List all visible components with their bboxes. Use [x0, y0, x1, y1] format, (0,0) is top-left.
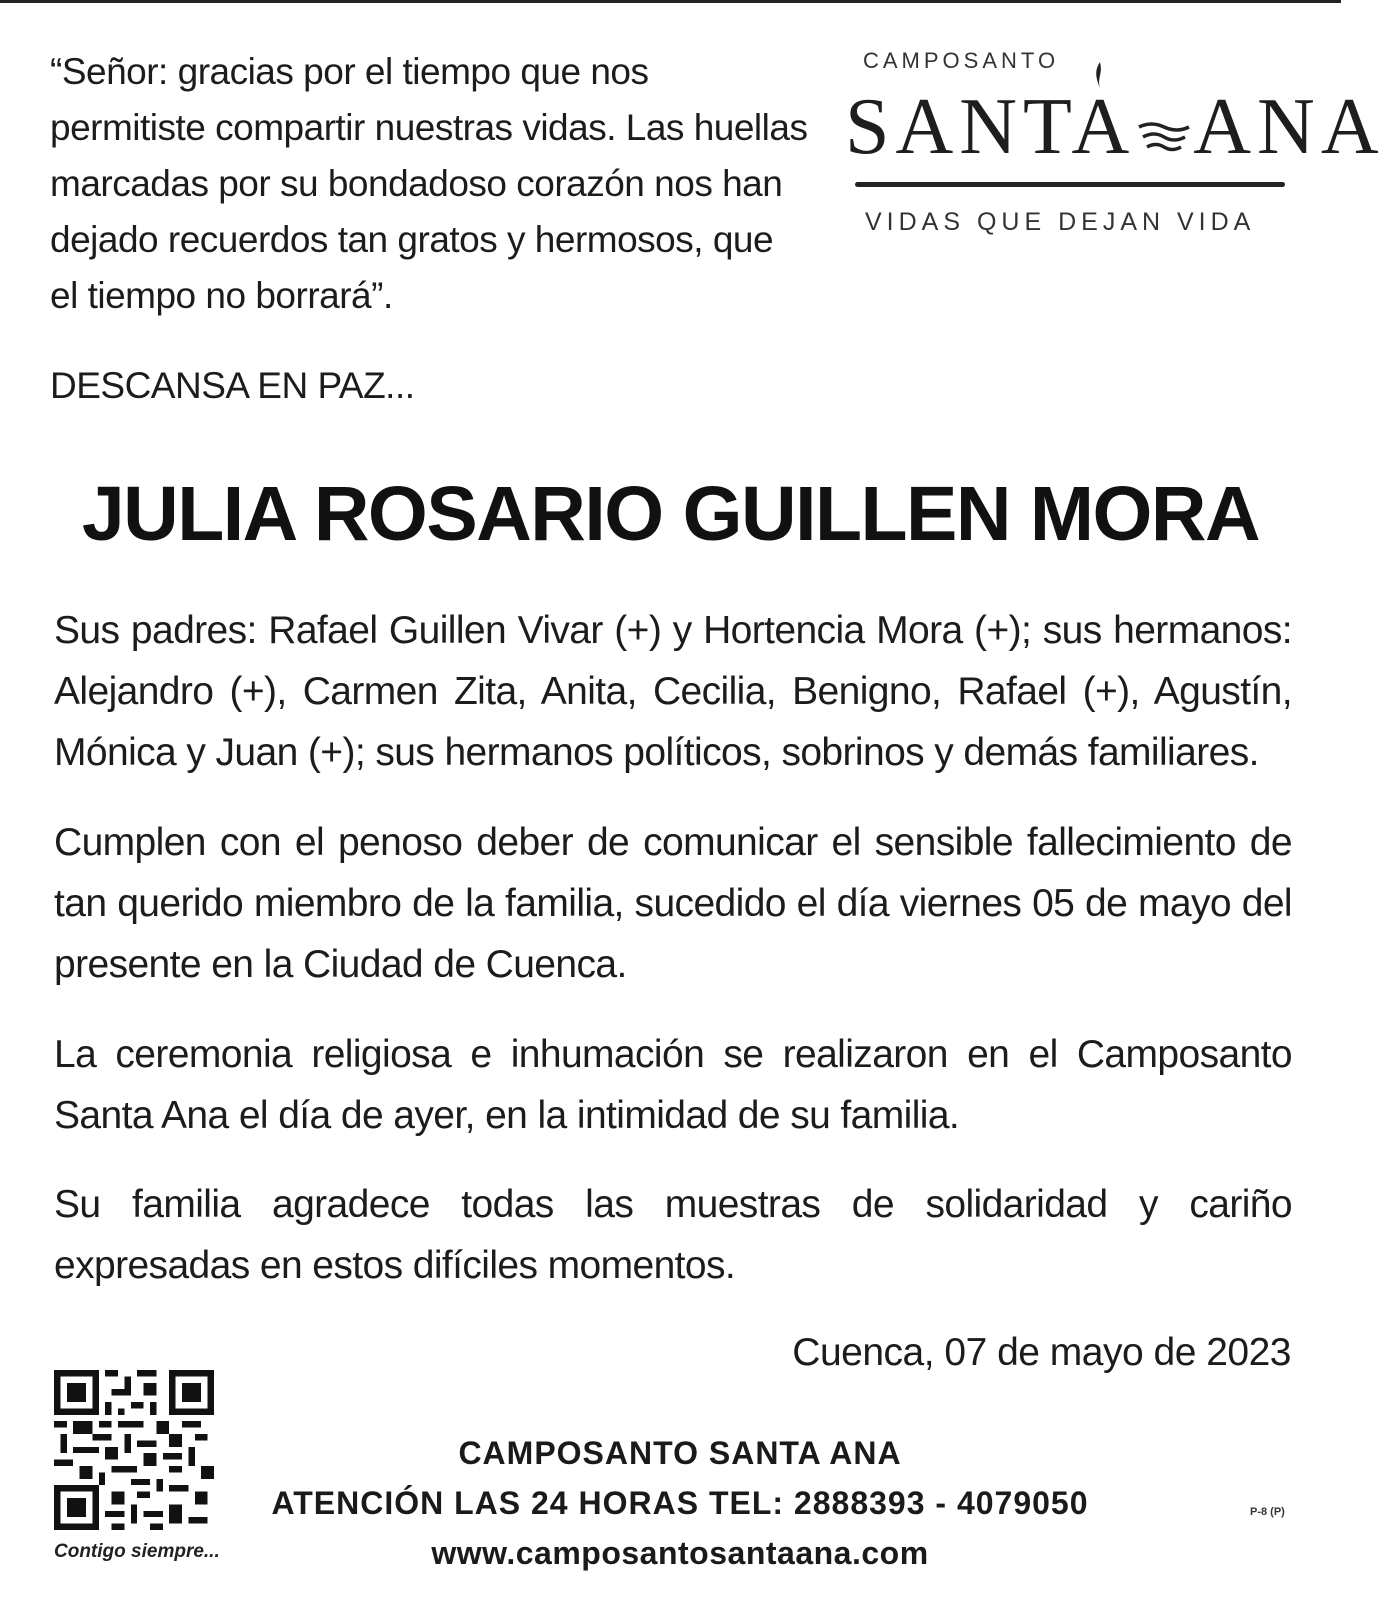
- top-border: [0, 0, 1341, 3]
- logo-wordmark: [845, 82, 1385, 172]
- family-paragraph: Sus padres: Rafael Guillen Vivar (+) y Hortencia Mora (+); sus hermanos: Alejandro (+), Carmen Zita, Anita, Cecilia, Benigno, Rafael (+), Agustín, Mónica y Juan (+); sus hermanos políticos, sobrinos y demás familiares.: [54, 609, 1292, 774]
- logo-top-text: CAMPOSANTO: [863, 48, 1060, 73]
- logo-word-santa: SANTA: [845, 83, 1136, 171]
- camposanto-logo: [845, 42, 1385, 252]
- ceremony-paragraph: La ceremonia religiosa e inhumación se realizaron en el Camposanto Santa Ana el día de ayer, en la intimidad de su familia.: [54, 1033, 1292, 1137]
- print-code: P-8 (P): [1250, 1506, 1285, 1518]
- quote-block: [50, 44, 820, 324]
- waves-icon: [1135, 105, 1193, 165]
- announcement-paragraph: Cumplen con el penoso deber de comunicar el sensible fallecimiento de tan querido miembro de la familia, sucedido el día viernes 05 de mayo del presente en la Ciudad de Cuenca.: [54, 821, 1292, 986]
- date-line: Cuenca, 07 de mayo de 2023: [792, 1331, 1291, 1374]
- footer-phone: ATENCIÓN LAS 24 HORAS TEL: 2888393 - 4079050: [271, 1485, 1089, 1521]
- quote-line: marcadas por su bondadoso corazón nos han: [50, 163, 783, 204]
- logo-tagline: VIDAS QUE DEJAN VIDA: [865, 208, 1256, 236]
- quote-line: dejado recuerdos tan gratos y hermosos, que: [50, 219, 774, 260]
- slogan-text: Contigo siempre...: [54, 1541, 220, 1562]
- quote-line: el tiempo no borrará”.: [50, 275, 393, 316]
- quote-line: permitiste compartir nuestras vidas. Las huellas: [50, 107, 808, 148]
- footer-company: CAMPOSANTO SANTA ANA: [458, 1435, 902, 1471]
- rest-in-peace-text: DESCANSA EN PAZ...: [50, 365, 415, 406]
- thanks-paragraph: Su familia agradece todas las muestras de solidaridad y cariño expresadas en estos difíciles momentos.: [54, 1183, 1292, 1287]
- deceased-name: JULIA ROSARIO GUILLEN MORA: [81, 471, 1260, 557]
- footer-contact: [230, 1428, 1130, 1578]
- quote-line: “Señor: gracias por el tiempo que nos: [50, 51, 649, 92]
- footer-website-link[interactable]: www.camposantosantaana.com: [431, 1535, 929, 1571]
- logo-word-ana: ANA: [1193, 83, 1385, 171]
- logo-divider: [855, 182, 1285, 187]
- qr-code-icon[interactable]: [54, 1370, 214, 1530]
